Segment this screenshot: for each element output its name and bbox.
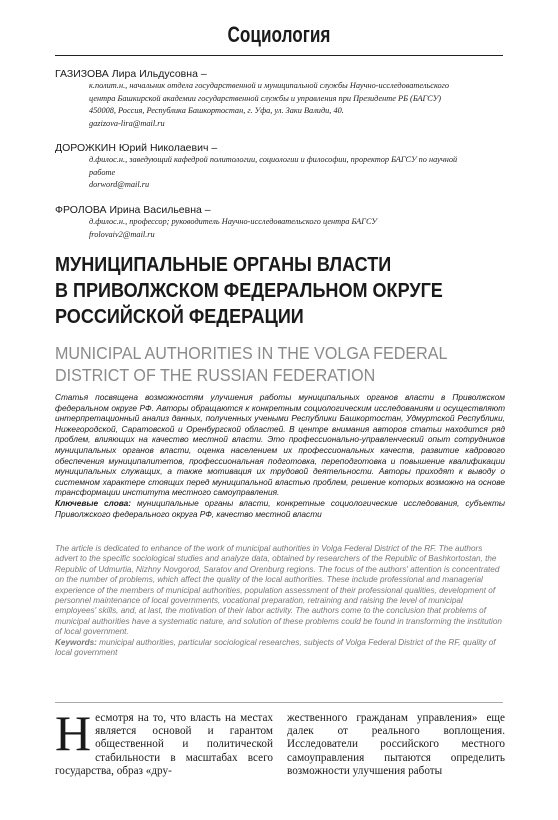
author-email: frolovaiv2@mail.ru <box>89 229 155 239</box>
title-line: MUNICIPAL AUTHORITIES IN THE VOLGA FEDERAL <box>55 343 448 363</box>
author-info <box>89 80 505 130</box>
section-divider <box>55 55 503 56</box>
abstract-text: Статья посвящена возможностям улучшения работы муниципальных органов власти в Приволжском федеральном округе РФ. Авторы обращаются к конкретным социологическим исследованиям и осуществляют интерпретационный анализ данных, полученных учеными Республики Башкортостан, Удмуртской Республики, Нижегородской, Саратовской и Оренбургской областей. В центре внимания авторов статьи находится ряд проблем, влияющих на качество местной власти. Это профессионально-управленческий опыт сотрудников муниципальных органов власти, оценка населением их профессиональных качеств, развитие кадрового обеспечения муниципалитетов, профессиональная подготовка, переподготовка и повышение квалификации муниципальных служащих, а также мотивация их трудовой деятельности. Авторы приходят к выводу о системном характере стоящих перед муниципальной властью проблем, решение которых возможно на основе трансформации института местного самоуправления. <box>55 392 505 498</box>
author-block-2 <box>55 142 505 192</box>
body-text: есмотря на то, что власть на местах является основой и гарантом общественной и политической стабильности в масштабах всего государства, образ «дру- <box>55 712 273 777</box>
body-divider <box>55 702 503 703</box>
title-line: МУНИЦИПАЛЬНЫЕ ОРГАНЫ ВЛАСТИ <box>55 253 392 276</box>
abstract-ru <box>55 392 505 519</box>
title-line: DISTRICT OF THE RUSSIAN FEDERATION <box>55 365 376 385</box>
author-info-line: д.филос.н., профессор; руководитель Научно-исследовательского центра БАГСУ <box>89 217 377 226</box>
author-info-line: работе <box>89 167 116 177</box>
author-email: dorword@mail.ru <box>89 180 150 189</box>
author-info-line: 450008, Россия, Республика Башкортостан, г. Уфа, ул. Заки Валиди, 40. <box>89 106 344 115</box>
abstract-text: The article is dedicated to enhance of the work of municipal authorities in Volga Federal District of the RF. The authors advert to the specific sociological studies and analyze data, obtained by researchers of the Republic of Bashkortostan, the Republic of Udmurtia, Nizhny Novgorod, Saratov and Orenburg regions. The focus of the authors' attention is concentrated on the number of problems, which affect the quality of the local authorities. These include professional and managerial experience of the members of municipal authorities, population assessment of their professional qualities, development of personnel maintenance of local governments, vocational preparation, retraining and raising the level of municipal employees' skills, and, at last, the motivation of their labor activity. The authors come to the conclusion that problems of municipal authorities have a systematic nature, and solution of these problems could be found in transforming the institution of local government. <box>55 544 502 637</box>
drop-cap: Н <box>55 705 92 761</box>
author-name: ФРОЛОВА Ирина Васильевна – <box>55 204 211 216</box>
author-info-line: д.филос.н., заведующий кафедрой политологии, социологии и философии, проректор БАГСУ по научной <box>89 155 458 164</box>
abstract-en <box>55 544 505 658</box>
article-title-en <box>55 342 469 386</box>
keywords-text: муниципальные органы власти, конкретные социологические исследования, субъекты Приволжского федерального округа РФ, качество местной власти <box>55 497 505 519</box>
keywords-label: Ключевые слова: <box>55 497 132 508</box>
author-info <box>89 216 505 241</box>
title-line: РОССИЙСКОЙ ФЕДЕРАЦИИ <box>55 305 304 328</box>
author-block-1 <box>55 68 505 130</box>
author-info-line: к.полит.н., начальник отдела государственной и муниципальной службы Научно-исследовательского <box>89 81 450 90</box>
body-column-right <box>287 712 505 778</box>
keywords-label: Keywords: <box>55 637 97 647</box>
author-info <box>89 154 505 192</box>
keywords-text: municipal authorities, particular sociological researches, subjects of Volga Federal District of the RF, quality of local government <box>55 637 496 658</box>
author-email: gazizova-lira@mail.ru <box>89 118 165 128</box>
body-column-left <box>55 705 273 778</box>
author-name: ГАЗИЗОВА Лира Ильдусовна – <box>55 68 207 80</box>
article-title-ru <box>55 252 451 330</box>
section-heading: Социология <box>227 22 331 47</box>
author-info-line: центра Башкирской академии государственной службы и управления при Президенте РБ (БАГСУ) <box>89 93 442 103</box>
author-block-3 <box>55 204 505 241</box>
author-name: ДОРОЖКИН Юрий Николаевич – <box>55 142 218 154</box>
body-text: жественного гражданам управления» еще далек от реального воплощения. Исследователи российского местного самоуправления пытаются определить возможности улучшения работы <box>287 712 505 777</box>
title-line: В ПРИВОЛЖСКОМ ФЕДЕРАЛЬНОМ ОКРУГЕ <box>55 279 443 302</box>
